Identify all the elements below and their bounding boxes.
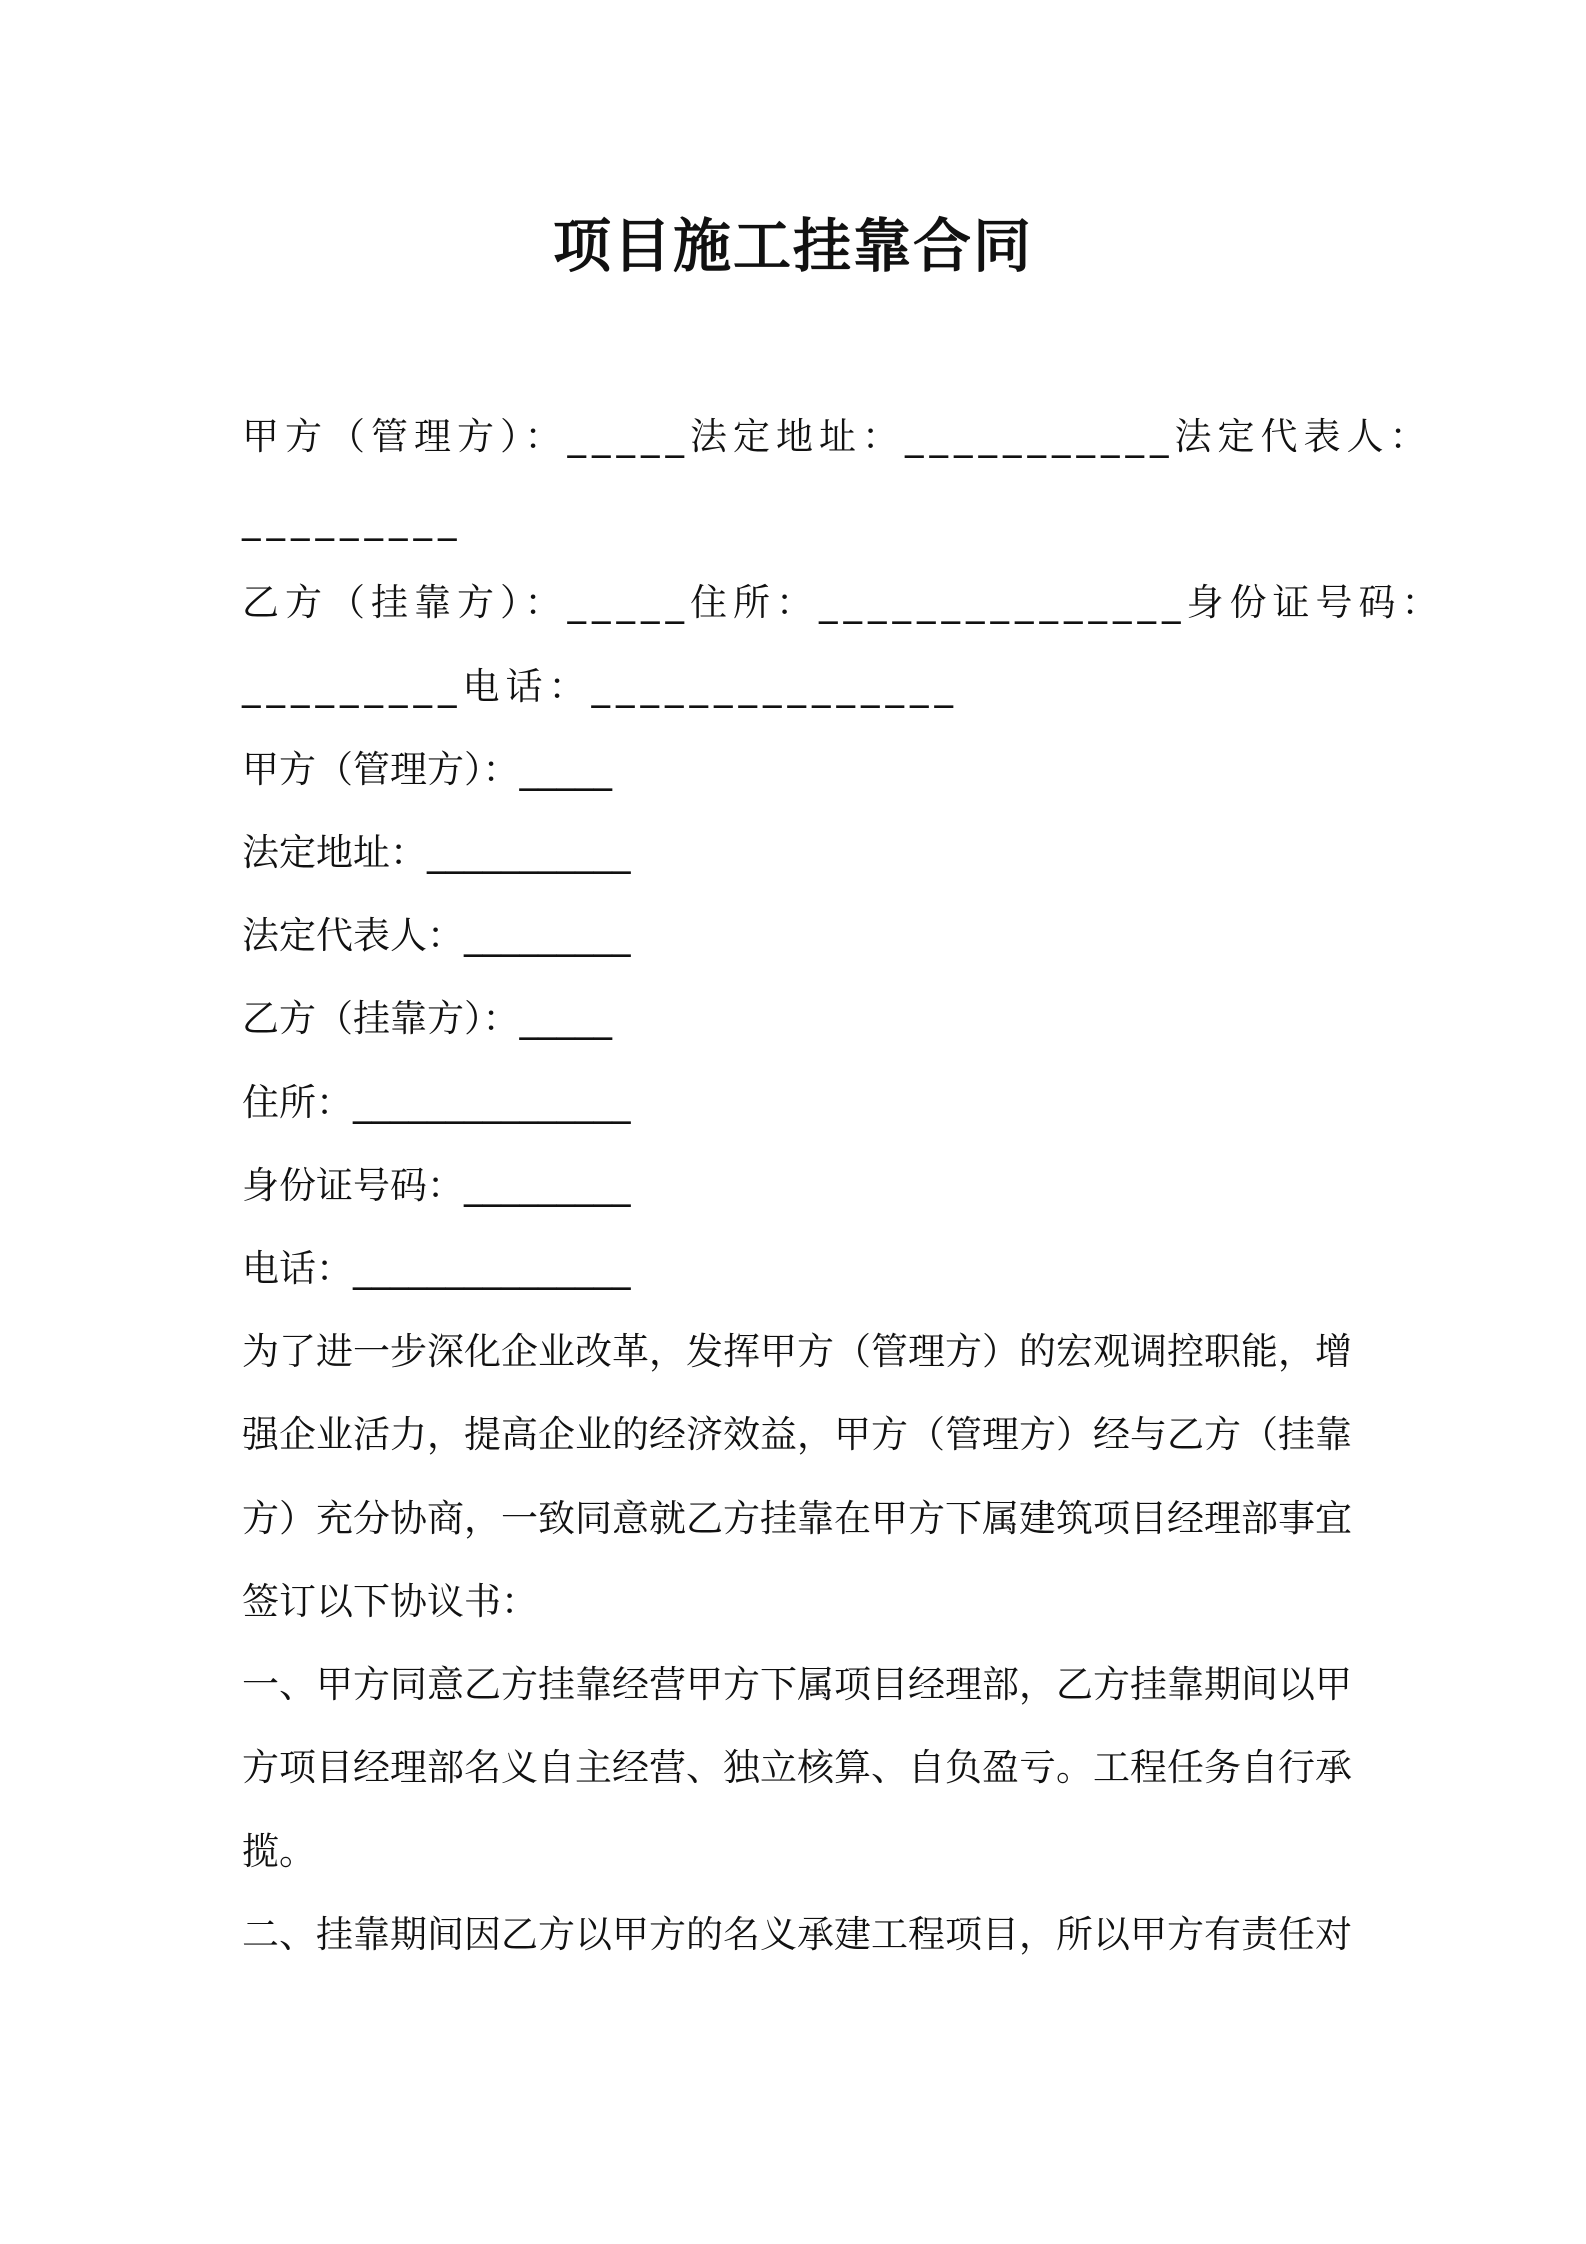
clause-1-line: 方项目经理部名义自主经营、独立核算、自负盈亏。工程任务自行承	[242, 1746, 1352, 1789]
field-legal-representative: 法定代表人：_________	[242, 914, 631, 957]
field-party-a: 甲方（管理方）：_____	[242, 748, 612, 791]
field-residence: 住所：_______________	[242, 1081, 631, 1124]
field-legal-address: 法定地址：___________	[242, 831, 631, 874]
clause-2-line: 二、挂靠期间因乙方以甲方的名义承建工程项目，所以甲方有责任对	[242, 1913, 1352, 1956]
intro-paragraph-line: 为了进一步深化企业改革，发挥甲方（管理方）的宏观调控职能，增	[242, 1330, 1352, 1373]
intro-paragraph-line: 方）充分协商，一致同意就乙方挂靠在甲方下属建筑项目经理部事宜	[242, 1497, 1352, 1540]
header-line-party-b: 乙方（挂靠方）：_____住所：_______________身份证号码：	[242, 581, 1445, 624]
intro-paragraph-line: 强企业活力，提高企业的经济效益，甲方（管理方）经与乙方（挂靠	[242, 1413, 1352, 1456]
clause-1-line: 一、甲方同意乙方挂靠经营甲方下属项目经理部，乙方挂靠期间以甲	[242, 1663, 1352, 1706]
field-party-b: 乙方（挂靠方）：_____	[242, 997, 612, 1040]
document-title: 项目施工挂靠合同	[552, 212, 1033, 280]
intro-paragraph-line: 签订以下协议书：	[242, 1580, 538, 1623]
clause-1-line: 揽。	[242, 1830, 316, 1873]
field-phone: 电话：_______________	[242, 1247, 631, 1290]
header-line-party-a: 甲方（管理方）：_____法定地址：___________法定代表人：	[242, 415, 1433, 458]
field-id-number: 身份证号码：_________	[242, 1164, 631, 1207]
header-line-party-a-cont: _________	[242, 498, 463, 541]
header-line-party-b-cont: _________电话：_______________	[242, 665, 959, 708]
